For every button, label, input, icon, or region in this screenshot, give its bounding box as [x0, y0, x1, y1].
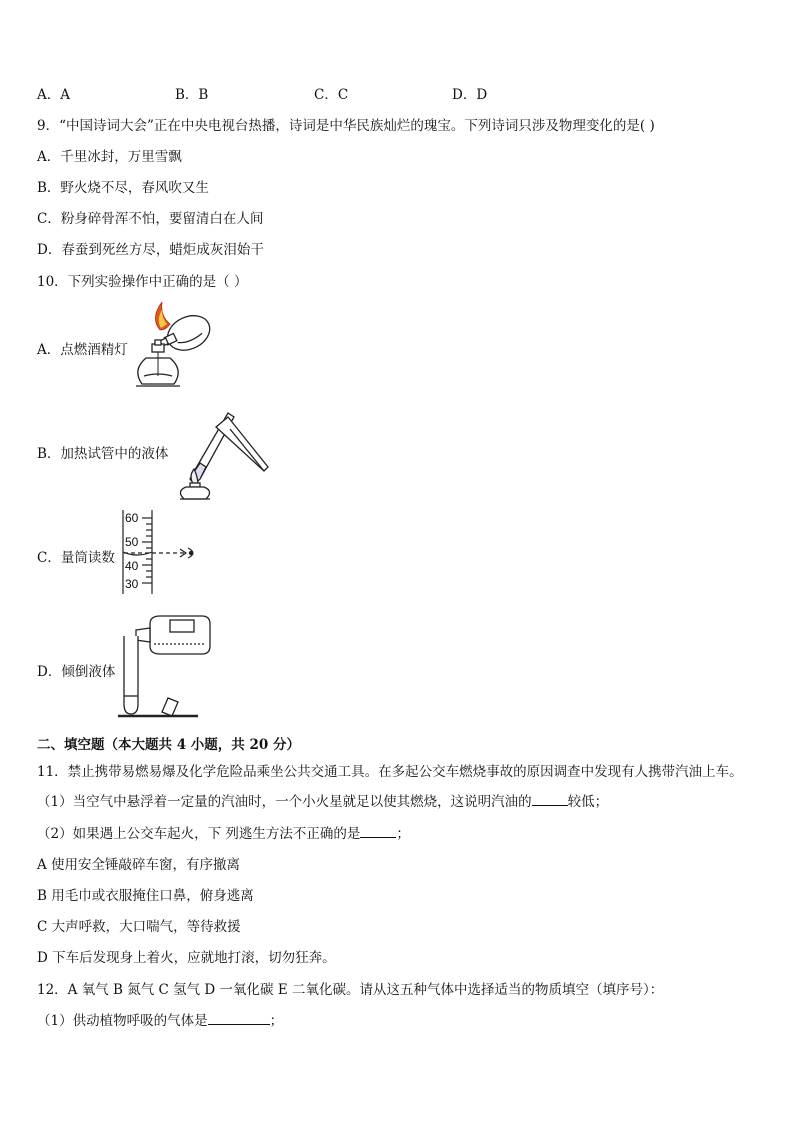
pouring-liquid-illustration: [114, 612, 214, 720]
q12-sub1-blank: [208, 1010, 270, 1025]
q11-sub2: [37, 822, 410, 842]
q11-option-b: B 用毛巾或衣服掩住口鼻，俯身逃离: [37, 888, 254, 904]
prev-option-b: B．B: [175, 87, 209, 103]
q10-option-c: C．量筒读数: [37, 550, 115, 566]
q12-sub1-text: （1）供动植物呼吸的气体是: [37, 1013, 208, 1029]
q11-sub1-blank: [532, 791, 568, 806]
cylinder-tick-40: 40: [125, 559, 139, 573]
prev-option-c: C．C: [314, 87, 349, 103]
q9-option-b: B．野火烧不尽，春风吹又生: [37, 180, 209, 196]
q9-stem: 9．“中国诗词大会”正在中央电视台热播，诗词是中华民族灿烂的瑰宝。下列诗词只涉及物理变化的是( ): [37, 118, 655, 134]
prev-option-d: D．D: [452, 87, 488, 103]
q11-option-c: C 大声呼救，大口喘气，等待救援: [37, 919, 241, 935]
q9-option-a: A．千里冰封，万里雪飘: [37, 149, 182, 165]
q11-option-a: A 使用安全锤敲碎车窗，有序撤离: [37, 857, 241, 873]
q11-stem: 11．禁止携带易燃易爆及化学危险品乘坐公共交通工具。在多起公交车燃烧事故的原因调查中发现有人携带汽油上车。: [37, 764, 743, 780]
prev-option-a: A．A: [37, 87, 70, 103]
cylinder-tick-30: 30: [125, 577, 139, 591]
q12-sub1-suffix: ；: [269, 1013, 284, 1029]
q11-sub2-suffix: ；: [396, 826, 410, 842]
q10-option-d: D．倾倒液体: [37, 664, 116, 680]
q11-sub2-text: （2）如果遇上公交车起火，下 列逃生方法不正确的是: [37, 826, 361, 842]
prev-question-options: [37, 83, 557, 103]
heating-test-tube-illustration: [172, 405, 272, 500]
q10-stem: 10．下列实验操作中正确的是（ ）: [37, 274, 248, 290]
q10-option-a: A．点燃酒精灯: [37, 342, 128, 358]
q11-sub1-text: （1）当空气中悬浮着一定量的汽油时，一个小火星就足以使其燃烧，这说明汽油的: [37, 794, 532, 810]
q11-sub1: [37, 790, 608, 810]
q11-sub2-blank: [360, 823, 396, 838]
q9-option-d: D．春蚕到死丝方尽，蜡炬成灰泪始干: [37, 242, 264, 258]
cylinder-tick-60: 60: [125, 511, 139, 525]
q12-sub1: [37, 1009, 283, 1029]
q11-option-d: D 下车后发现身上着火，应就地打滚，切勿狂奔。: [37, 950, 336, 966]
q9-option-c: C．粉身碎骨浑不怕，要留清白在人间: [37, 211, 264, 227]
q12-stem: 12．A 氧气 B 氮气 C 氢气 D 一氧化碳 E 二氧化碳。请从这五种气体中选择适当的物质填空（填序号）：: [37, 982, 664, 998]
cylinder-tick-50: 50: [125, 535, 139, 549]
section-2-title: 二、填空题（本大题共 4 小题，共 20 分）: [37, 737, 300, 753]
lamp-lighting-lamp-illustration: [126, 300, 222, 392]
graduated-cylinder-figure: [116, 508, 206, 598]
q10-option-b: B．加热试管中的液体: [37, 446, 169, 462]
q11-sub1-suffix: 较低；: [567, 794, 609, 810]
